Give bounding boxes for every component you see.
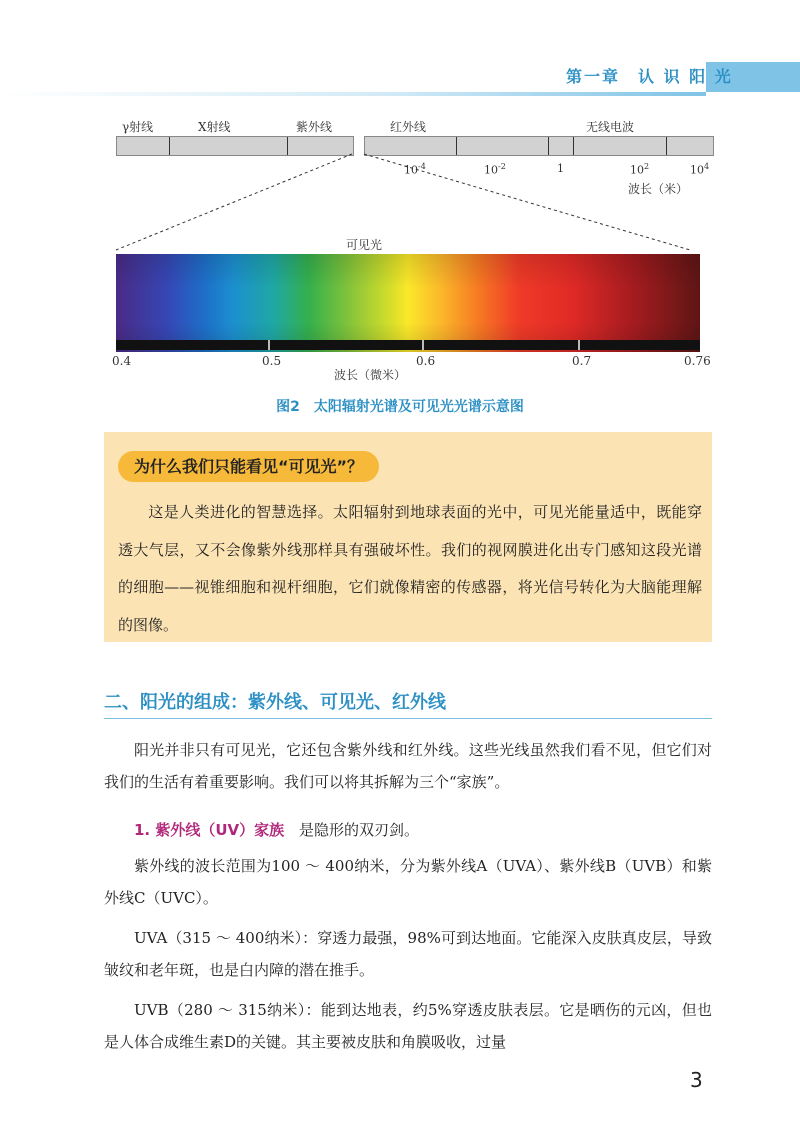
chapter-title: 第一章 认 识 阳 光 [566, 67, 733, 86]
figure-caption: 图2 太阳辐射光谱及可见光光谱示意图 [276, 399, 524, 415]
tick-label-1: 1 [557, 162, 564, 175]
info-box-title: 为什么我们只能看见“可见光”？ [118, 451, 379, 482]
paragraph-uv-range: 紫外线的波长范围为100 ～ 400纳米，分为紫外线A（UVA）、紫外线B（UVB）和紫外线C（UVC）。 [104, 857, 712, 907]
paragraph-intro: 阳光并非只有可见光，它还包含紫外线和红外线。这些光线虽然我们看不见，但它们对我们的生活有着重要影响。我们可以将其拆解为三个“家族”。 [104, 741, 712, 791]
tick-label-1e-4: $10^{-4}$ [404, 162, 426, 177]
visible-light-label: 可见光 [346, 238, 383, 252]
tick-label-1e-2: $10^{-2}$ [484, 162, 506, 177]
vis-tick-0.7: 0.7 [572, 354, 592, 368]
scale-tick [422, 340, 424, 350]
xray-label: X射线 [198, 120, 231, 134]
visible-spectrum-shade [116, 254, 700, 352]
uv-subheading: 1. 紫外线（UV）家族 [134, 821, 285, 839]
wavelength-unit-um: 波长（微米） [334, 368, 407, 382]
paragraph-uvb: UVB（280 ～ 315纳米）：能到达地表，约5%穿透皮肤表层。它是晒伤的元凶，但也是人体合成维生素D的关键。其主要被皮肤和角膜吸收，过量 [104, 1001, 712, 1051]
gamma-label: γ射线 [122, 120, 154, 134]
vis-tick-0.4: 0.4 [112, 354, 132, 368]
scale-tick [578, 340, 580, 350]
visible-spectrum-scale [116, 340, 700, 350]
vis-tick-0.5: 0.5 [262, 354, 282, 368]
uv-subheading-desc: 是隐形的双刃剑。 [298, 821, 419, 839]
page-number: 3 [690, 1068, 703, 1092]
paragraph-uva: UVA（315 ～ 400纳米）：穿透力最强，98%可到达地面。它能深入皮肤真皮层，导致皱纹和老年斑，也是白内障的潜在推手。 [104, 929, 712, 979]
scale-tick [268, 340, 270, 350]
vis-tick-0.76: 0.76 [684, 354, 711, 368]
section-heading: 二、阳光的组成：紫外线、可见光、红外线 [104, 692, 446, 713]
wavelength-unit-m: 波长（米） [628, 182, 689, 196]
tick-label-1e2: $10^2$ [630, 162, 650, 177]
vis-tick-0.6: 0.6 [416, 354, 436, 368]
zoom-guide-lines [0, 0, 800, 260]
uv-label: 紫外线 [296, 120, 333, 134]
section-rule [104, 718, 712, 719]
tick-label-1e4: $10^4$ [690, 162, 710, 177]
uv-subheading-line [104, 814, 712, 846]
radio-label: 无线电波 [586, 120, 635, 134]
info-box-text: 这是人类进化的智慧选择。太阳辐射到地球表面的光中，可见光能量适中，既能穿透大气层，又不会像紫外线那样具有强破坏性。我们的视网膜进化出专门感知这段光谱的细胞——视锥细胞和视杆细胞，它们就像精密的传感器，将光信号转化为大脑能理解的图像。 [118, 503, 702, 634]
ir-label: 红外线 [390, 120, 427, 134]
